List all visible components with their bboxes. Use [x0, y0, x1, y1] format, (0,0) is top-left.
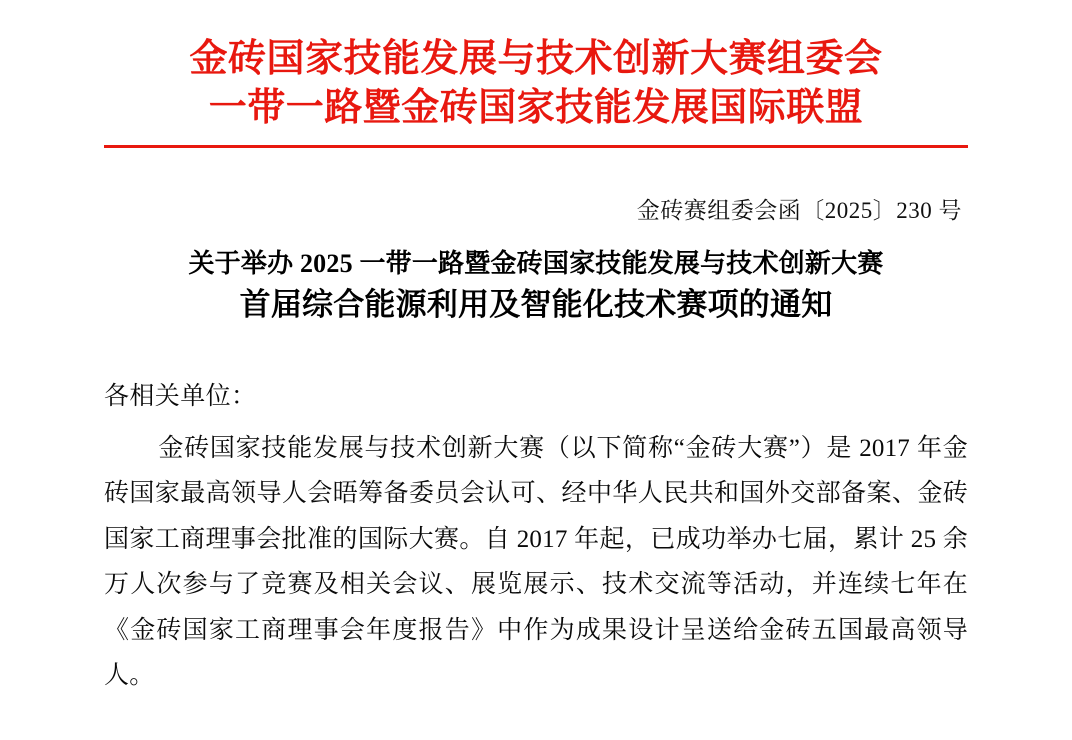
page-title-line-1: 关于举办 2025 一带一路暨金砖国家技能发展与技术创新大赛 [188, 249, 884, 279]
letterhead-line-1: 金砖国家技能发展与技术创新大赛组委会 [189, 35, 883, 80]
letterhead-line-2: 一带一路暨金砖国家技能发展国际联盟 [208, 83, 864, 129]
letterhead-divider [104, 145, 968, 148]
page-title [104, 247, 968, 325]
letterhead [104, 0, 968, 148]
page-title-line-2: 首届综合能源利用及智能化技术赛项的通知 [239, 287, 833, 323]
body-paragraph-1-text: 金砖国家技能发展与技术创新大赛（以下简称“金砖大赛”）是 2017 年金砖国家最高领导人会晤筹备委员会认可、经中华人民共和国外交部备案、金砖国家工商理事会批准的国际大赛。自 2017 年起，已成功举办七届，累计 25 余万人次参与了竞赛及相关会议、展览展示、技术交流等活动，并连续七年在《金砖国家工商理事会年度报告》中作为成果设计呈送给金砖五国最高领导人。 [104, 434, 968, 690]
salutation: 各相关单位： [104, 382, 257, 410]
document-number: 金砖赛组委会函〔2025〕230 号 [636, 198, 962, 224]
body-paragraph-1 [104, 426, 968, 699]
